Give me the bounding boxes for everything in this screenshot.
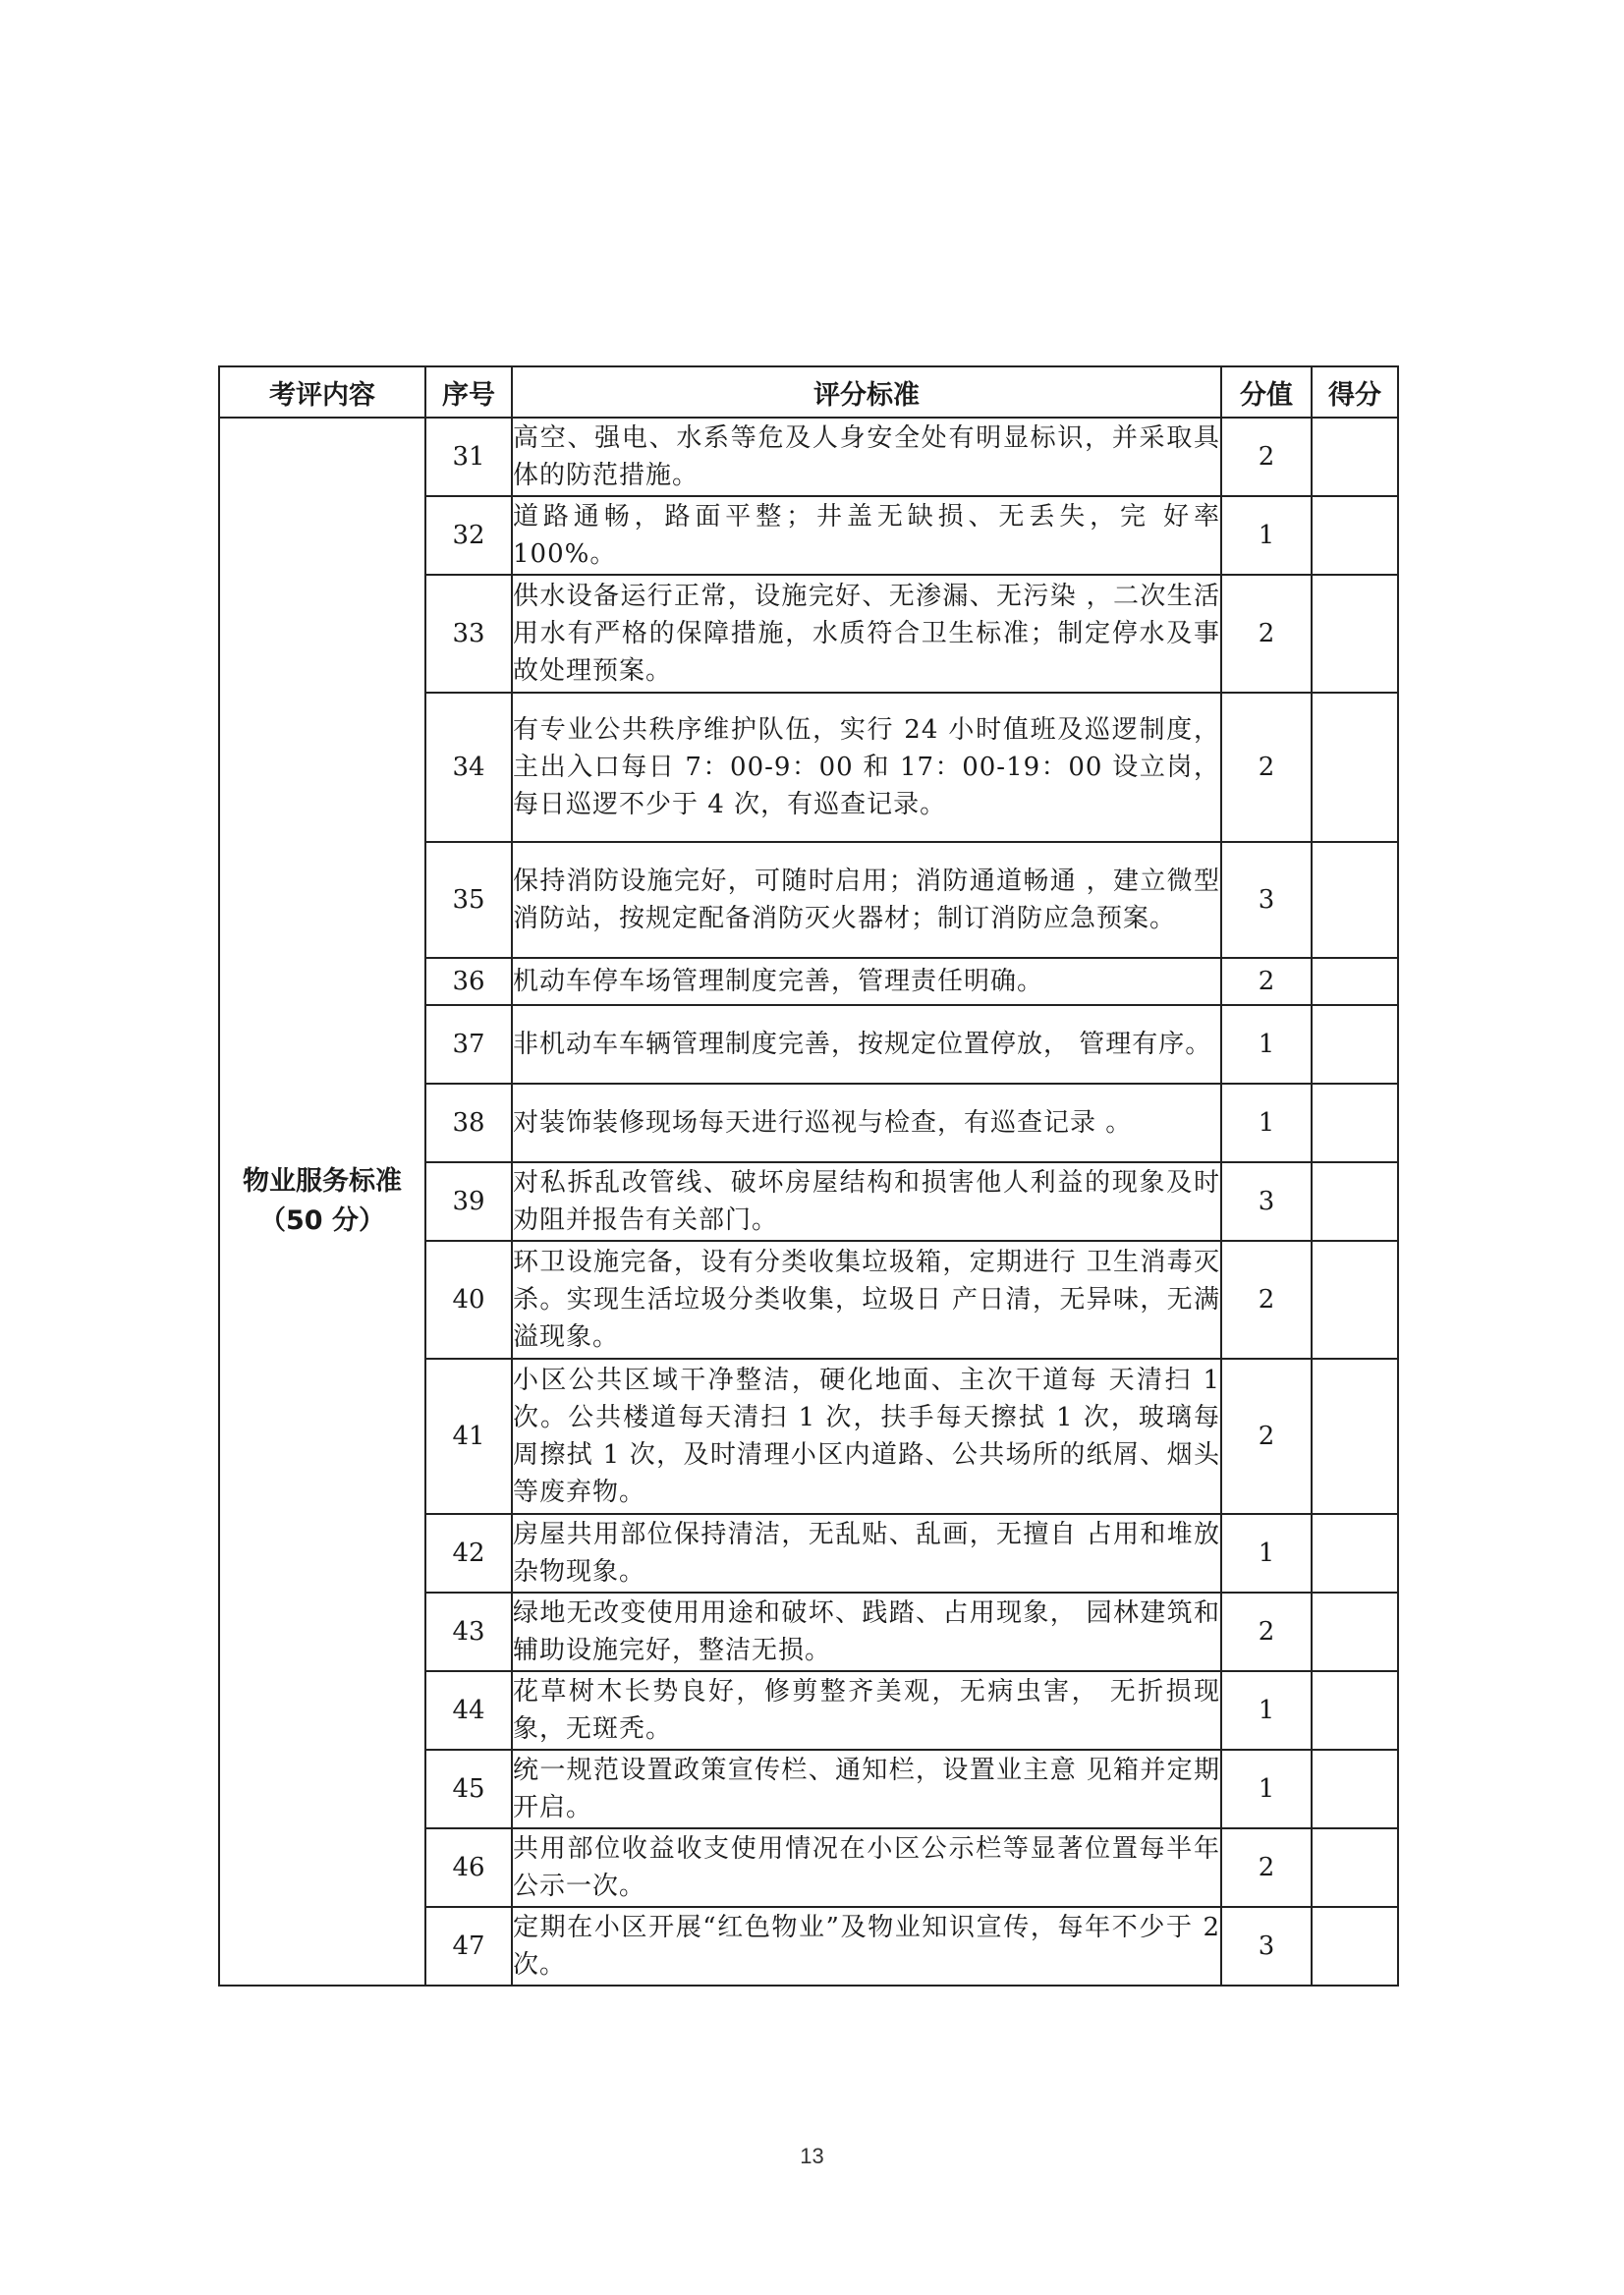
item-score bbox=[1312, 1750, 1398, 1828]
item-score bbox=[1312, 842, 1398, 958]
item-standard: 道路通畅，路面平整；井盖无缺损、无丢失，完 好率 100%。 bbox=[512, 496, 1221, 575]
item-score bbox=[1312, 1005, 1398, 1084]
item-value: 2 bbox=[1221, 693, 1312, 842]
item-score bbox=[1312, 496, 1398, 575]
item-value: 2 bbox=[1221, 1828, 1312, 1907]
item-standard: 环卫设施完备，设有分类收集垃圾箱，定期进行 卫生消毒灭杀。实现生活垃圾分类收集，垃圾日 产日清，无异味，无满溢现象。 bbox=[512, 1241, 1221, 1359]
item-score bbox=[1312, 693, 1398, 842]
item-number: 42 bbox=[425, 1514, 512, 1593]
item-standard: 高空、强电、水系等危及人身安全处有明显标识，并采取具体的防范措施。 bbox=[512, 418, 1221, 496]
item-standard: 对装饰装修现场每天进行巡视与检查，有巡查记录 。 bbox=[512, 1084, 1221, 1162]
item-value: 1 bbox=[1221, 496, 1312, 575]
item-value: 2 bbox=[1221, 1593, 1312, 1671]
item-value: 2 bbox=[1221, 418, 1312, 496]
item-standard: 对私拆乱改管线、破坏房屋结构和损害他人利益的现象及时劝阻并报告有关部门。 bbox=[512, 1162, 1221, 1241]
item-score bbox=[1312, 1084, 1398, 1162]
table-row bbox=[219, 418, 1398, 496]
header-no: 序号 bbox=[425, 366, 512, 418]
item-number: 35 bbox=[425, 842, 512, 958]
item-number: 33 bbox=[425, 575, 512, 693]
item-value: 3 bbox=[1221, 1162, 1312, 1241]
item-number: 39 bbox=[425, 1162, 512, 1241]
item-score bbox=[1312, 958, 1398, 1005]
item-value: 1 bbox=[1221, 1671, 1312, 1750]
item-number: 38 bbox=[425, 1084, 512, 1162]
item-number: 46 bbox=[425, 1828, 512, 1907]
item-number: 34 bbox=[425, 693, 512, 842]
item-standard: 非机动车车辆管理制度完善，按规定位置停放， 管理有序。 bbox=[512, 1005, 1221, 1084]
item-standard: 定期在小区开展“红色物业”及物业知识宣传，每年不少于 2 次。 bbox=[512, 1907, 1221, 1986]
item-score bbox=[1312, 1162, 1398, 1241]
item-score bbox=[1312, 1514, 1398, 1593]
item-number: 44 bbox=[425, 1671, 512, 1750]
item-number: 47 bbox=[425, 1907, 512, 1986]
category-points: （50 分） bbox=[259, 1205, 385, 1236]
item-number: 43 bbox=[425, 1593, 512, 1671]
item-score bbox=[1312, 1593, 1398, 1671]
item-standard: 小区公共区域干净整洁，硬化地面、主次干道每 天清扫 1 次。公共楼道每天清扫 1 次，扶手每天擦拭 1 次，玻璃每周擦拭 1 次，及时清理小区内道路、公共场所的纸屑、烟头等废弃物。 bbox=[512, 1359, 1221, 1514]
item-value: 2 bbox=[1221, 958, 1312, 1005]
item-value: 2 bbox=[1221, 1241, 1312, 1359]
item-score bbox=[1312, 1671, 1398, 1750]
item-standard: 保持消防设施完好，可随时启用；消防通道畅通 ，建立微型消防站，按规定配备消防灭火器材；制订消防应急预案。 bbox=[512, 842, 1221, 958]
item-number: 41 bbox=[425, 1359, 512, 1514]
item-standard: 统一规范设置政策宣传栏、通知栏，设置业主意 见箱并定期开启。 bbox=[512, 1750, 1221, 1828]
item-value: 2 bbox=[1221, 575, 1312, 693]
header-score: 得分 bbox=[1312, 366, 1398, 418]
item-number: 40 bbox=[425, 1241, 512, 1359]
item-score bbox=[1312, 1241, 1398, 1359]
item-value: 1 bbox=[1221, 1750, 1312, 1828]
category-cell bbox=[219, 418, 425, 1986]
item-number: 32 bbox=[425, 496, 512, 575]
item-score bbox=[1312, 1828, 1398, 1907]
item-score bbox=[1312, 1907, 1398, 1986]
item-standard: 绿地无改变使用用途和破坏、践踏、占用现象， 园林建筑和辅助设施完好，整洁无损。 bbox=[512, 1593, 1221, 1671]
item-standard: 共用部位收益收支使用情况在小区公示栏等显著位置每半年公示一次。 bbox=[512, 1828, 1221, 1907]
item-value: 3 bbox=[1221, 1907, 1312, 1986]
scoring-table bbox=[218, 365, 1399, 1987]
item-number: 36 bbox=[425, 958, 512, 1005]
item-standard: 房屋共用部位保持清洁，无乱贴、乱画，无擅自 占用和堆放杂物现象。 bbox=[512, 1514, 1221, 1593]
item-score bbox=[1312, 575, 1398, 693]
item-value: 1 bbox=[1221, 1084, 1312, 1162]
item-value: 3 bbox=[1221, 842, 1312, 958]
page-number: 13 bbox=[800, 2144, 824, 2168]
item-number: 45 bbox=[425, 1750, 512, 1828]
item-value: 2 bbox=[1221, 1359, 1312, 1514]
scoring-sheet bbox=[218, 365, 1397, 1987]
header-content: 考评内容 bbox=[219, 366, 425, 418]
table-body bbox=[219, 418, 1398, 1986]
header-standard: 评分标准 bbox=[512, 366, 1221, 418]
table-header-row bbox=[219, 366, 1398, 418]
header-value: 分值 bbox=[1221, 366, 1312, 418]
item-number: 31 bbox=[425, 418, 512, 496]
item-standard: 机动车停车场管理制度完善，管理责任明确。 bbox=[512, 958, 1221, 1005]
item-score bbox=[1312, 418, 1398, 496]
item-standard: 有专业公共秩序维护队伍，实行 24 小时值班及巡逻制度，主出入口每日 7：00-9：00 和 17：00-19：00 设立岗，每日巡逻不少于 4 次，有巡查记录。 bbox=[512, 693, 1221, 842]
item-number: 37 bbox=[425, 1005, 512, 1084]
item-score bbox=[1312, 1359, 1398, 1514]
item-standard: 供水设备运行正常，设施完好、无渗漏、无污染 ，二次生活用水有严格的保障措施，水质符合卫生标准；制定停水及事故处理预案。 bbox=[512, 575, 1221, 693]
item-value: 1 bbox=[1221, 1514, 1312, 1593]
item-standard: 花草树木长势良好，修剪整齐美观，无病虫害， 无折损现象，无斑秃。 bbox=[512, 1671, 1221, 1750]
item-value: 1 bbox=[1221, 1005, 1312, 1084]
category-title: 物业服务标准 bbox=[243, 1166, 402, 1197]
